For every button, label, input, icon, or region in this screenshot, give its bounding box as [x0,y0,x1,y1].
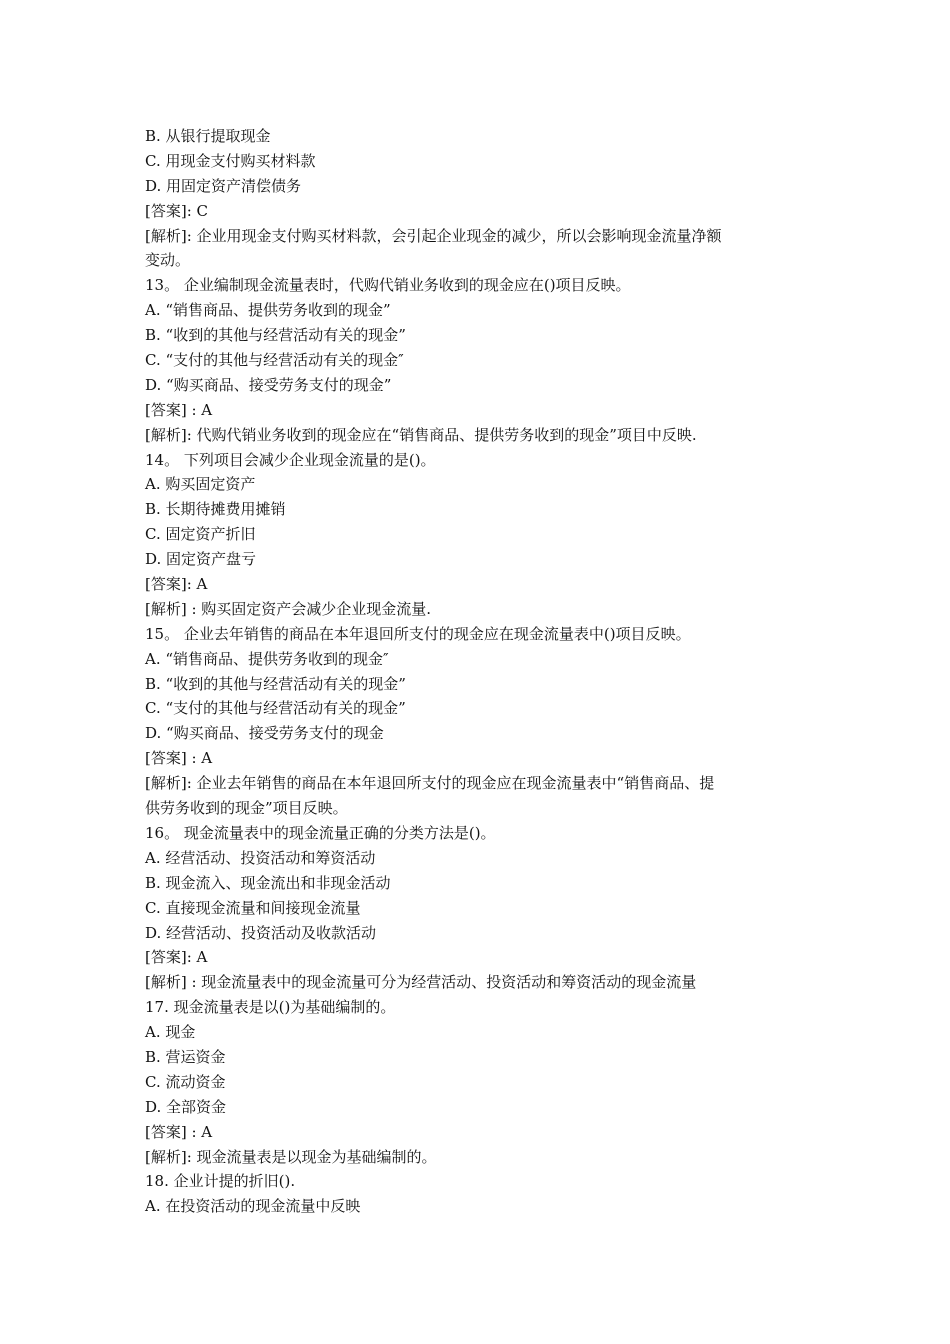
option-line: A. “销售商品、提供劳务收到的现金” [145,301,391,320]
question-14: 14。 下列项目会减少企业现金流量的是()。 [145,450,436,469]
option-line: A. 现金 [145,1023,196,1042]
option-line: C. 流动资金 [145,1072,226,1091]
answer-line: [答案]: C [145,201,209,220]
analysis-line: [解析]: 现金流量表是以现金为基础编制的。 [145,1147,437,1166]
option-line: D. “购买商品、接受劳务支付的现金” [145,375,392,394]
option-line: B. 现金流入、现金流出和非现金活动 [145,873,391,892]
answer-line: [答案]: A [145,948,208,967]
analysis-line: [解析] : 购买固定资产会减少企业现金流量. [145,599,432,618]
analysis-line-continued: 供劳务收到的现金”项目反映。 [145,799,348,818]
option-line: C. 直接现金流量和间接现金流量 [145,898,361,917]
answer-line: [答案] : A [145,749,213,768]
option-line: A. 在投资活动的现金流量中反映 [145,1197,361,1216]
option-line: A. 购买固定资产 [145,475,256,494]
analysis-line: [解析]: 企业用现金支付购买材料款，会引起企业现金的减少，所以会影响现金流量净额 [145,226,722,245]
option-line: A. 经营活动、投资活动和筹资活动 [145,848,376,867]
option-line: C. “支付的其他与经营活动有关的现金” [145,699,406,718]
analysis-line: [解析]: 企业去年销售的商品在本年退回所支付的现金应在现金流量表中“销售商品、提 [145,774,715,793]
answer-line: [答案] : A [145,400,213,419]
option-line: D. “购买商品、接受劳务支付的现金 [145,724,384,743]
answer-line: [答案] : A [145,1122,213,1141]
option-line: D. 用固定资产清偿债务 [145,176,302,195]
option-line: B. “收到的其他与经营活动有关的现金” [145,674,406,693]
option-line: C. “支付的其他与经营活动有关的现金″ [145,351,404,370]
option-line: D. 经营活动、投资活动及收款活动 [145,923,377,942]
question-15: 15。 企业去年销售的商品在本年退回所支付的现金应在现金流量表中()项目反映。 [145,624,691,643]
question-13: 13。 企业编制现金流量表时，代购代销业务收到的现金应在()项目反映。 [145,276,631,295]
answer-line: [答案]: A [145,575,208,594]
option-line: D. 全部资金 [145,1097,227,1116]
option-line: B. 营运资金 [145,1047,226,1066]
document-body [145,124,815,1219]
option-line: B. 长期待摊费用摊销 [145,500,286,519]
option-line: C. 固定资产折旧 [145,525,256,544]
option-line: B. “收到的其他与经营活动有关的现金” [145,326,406,345]
question-16: 16。 现金流量表中的现金流量正确的分类方法是()。 [145,823,496,842]
analysis-line: [解析] : 现金流量表中的现金流量可分为经营活动、投资活动和筹资活动的现金流量 [145,973,697,992]
analysis-line: [解析]: 代购代销业务收到的现金应在“销售商品、提供劳务收到的现金”项目中反映. [145,425,697,444]
question-17: 17. 现金流量表是以()为基础编制的。 [145,998,396,1017]
option-line: B. 从银行提取现金 [145,127,271,145]
analysis-line-continued: 变动。 [145,251,191,270]
question-18: 18. 企业计提的折旧(). [145,1172,296,1191]
option-line: C. 用现金支付购买材料款 [145,151,316,170]
option-line: D. 固定资产盘亏 [145,550,257,569]
option-line: A. “销售商品、提供劳务收到的现金″ [145,649,389,668]
